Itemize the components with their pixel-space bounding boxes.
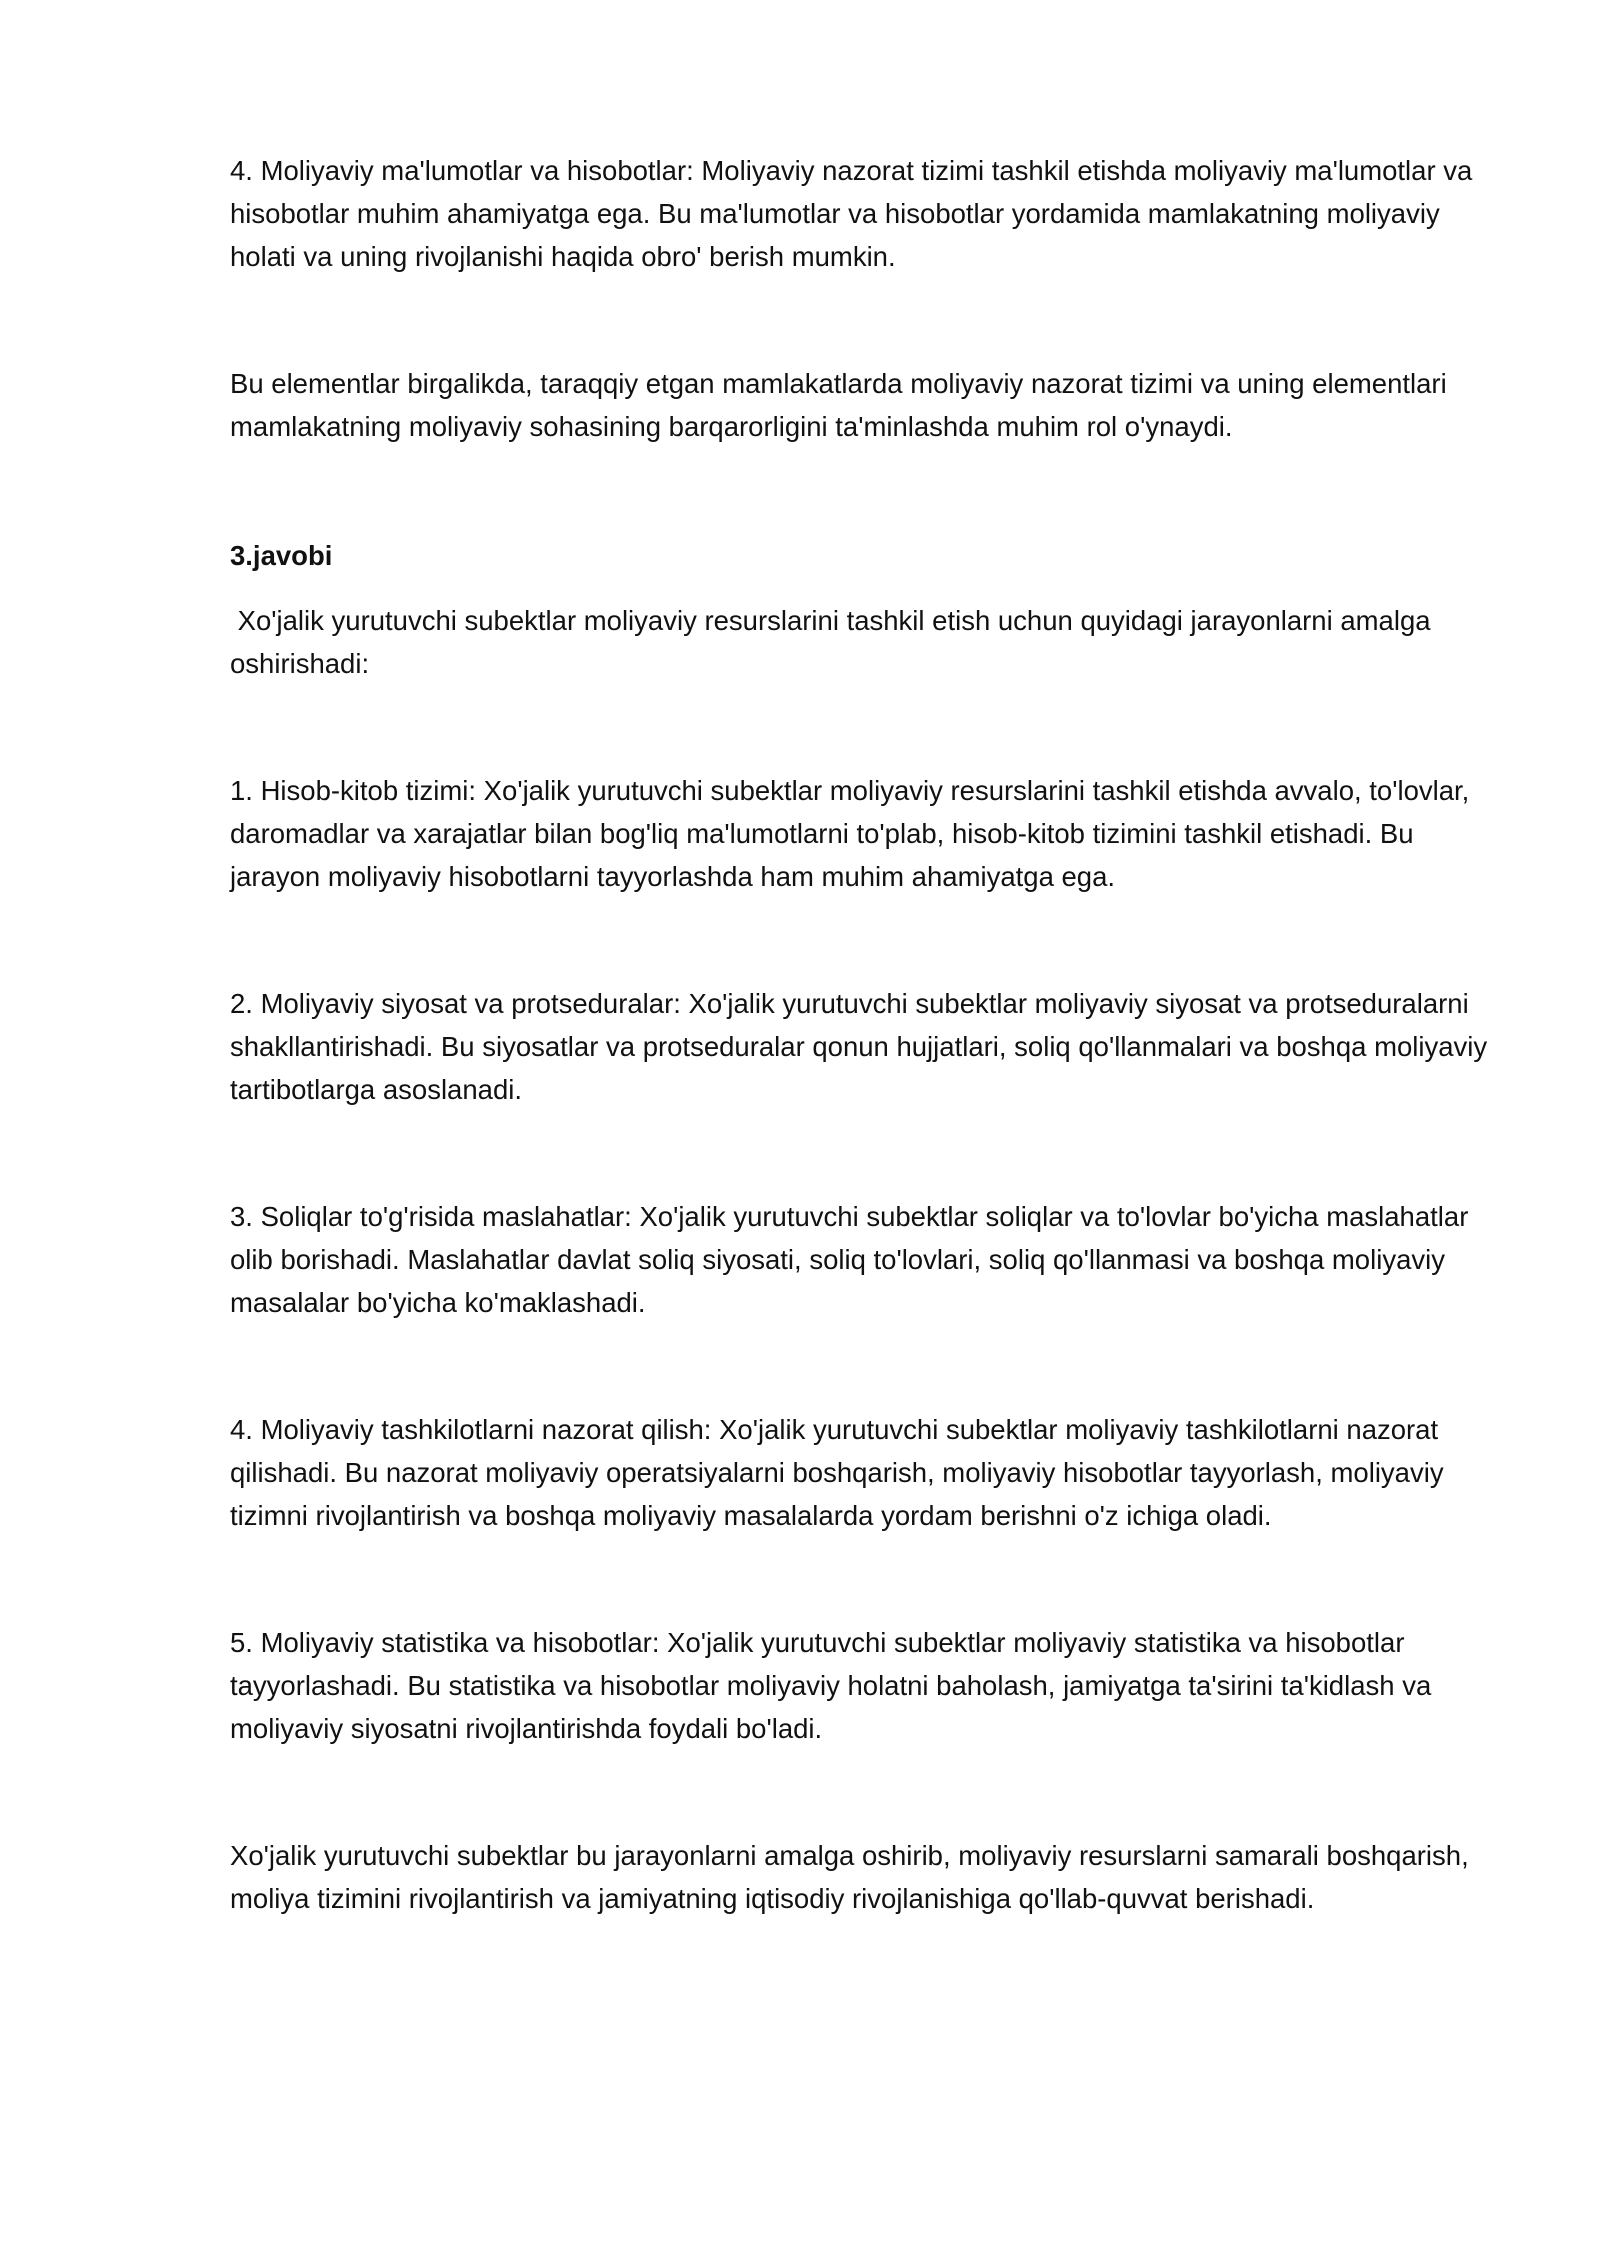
intro-paragraph: Xo'jalik yurutuvchi subektlar moliyaviy resurslarini tashkil etish uchun quyidagi jarayonlarni amalga oshirishadi:	[230, 605, 1439, 679]
document-body	[230, 149, 1500, 1920]
paragraph-financial-info: 4. Moliyaviy ma'lumotlar va hisobotlar: Moliyaviy nazorat tizimi tashkil etishda moliyaviy ma'lumotlar va hisobotlar muhim ahamiyatga ega. Bu ma'lumotlar va hisobotlar yordamida mamlakatning moliyaviy holati va uning rivojlanishi haqida obro' berish mumkin.	[230, 155, 1473, 272]
conclusion-paragraph: Xo'jalik yurutuvchi subektlar bu jarayonlarni amalga oshirib, moliyaviy resurslarni samarali boshqarish, moliya tizimini rivojlantirish va jamiyatning iqtisodiy rivojlanishiga qo'llab-quvvat berishadi.	[230, 1840, 1469, 1914]
section-heading: 3.javobi	[230, 540, 333, 571]
list-item-5: 5. Moliyaviy statistika va hisobotlar: Xo'jalik yurutuvchi subektlar moliyaviy statistika va hisobotlar tayyorlashadi. Bu statistika va hisobotlar moliyaviy holatni baholash, jamiyatga ta'sirini ta'kidlash va moliyaviy siyosatni rivojlantirishda foydali bo'ladi.	[230, 1627, 1432, 1744]
list-item-1: 1. Hisob-kitob tizimi: Xo'jalik yurutuvchi subektlar moliyaviy resurslarini tashkil etishda avvalo, to'lovlar, daromadlar va xarajatlar bilan bog'liq ma'lumotlarni to'plab, hisob-kitob tizimini tashkil etishadi. Bu jarayon moliyaviy hisobotlarni tayyorlashda ham muhim ahamiyatga ega.	[230, 775, 1470, 892]
summary-paragraph: Bu elementlar birgalikda, taraqqiy etgan mamlakatlarda moliyaviy nazorat tizimi va uning elementlari mamlakatning moliyaviy sohasining barqarorligini ta'minlashda muhim rol o'ynaydi.	[230, 368, 1447, 442]
list-item-2: 2. Moliyaviy siyosat va protseduralar: Xo'jalik yurutuvchi subektlar moliyaviy siyosat va protseduralarni shakllantirishadi. Bu siyosatlar va protseduralar qonun hujjatlari, soliq qo'llanmalari va boshqa moliyaviy tartibotlarga asoslanadi.	[230, 988, 1488, 1105]
list-item-4: 4. Moliyaviy tashkilotlarni nazorat qilish: Xo'jalik yurutuvchi subektlar moliyaviy tashkilotlarni nazorat qilishadi. Bu nazorat moliyaviy operatsiyalarni boshqarish, moliyaviy hisobotlar tayyorlash, moliyaviy tizimni rivojlantirish va boshqa moliyaviy masalalarda yordam berishni o'z ichiga oladi.	[230, 1414, 1444, 1531]
list-item-3: 3. Soliqlar to'g'risida maslahatlar: Xo'jalik yurutuvchi subektlar soliqlar va to'lovlar bo'yicha maslahatlar olib borishadi. Maslahatlar davlat soliq siyosati, soliq to'lovlari, soliq qo'llanmasi va boshqa moliyaviy masalalar bo'yicha ko'maklashadi.	[230, 1201, 1469, 1318]
